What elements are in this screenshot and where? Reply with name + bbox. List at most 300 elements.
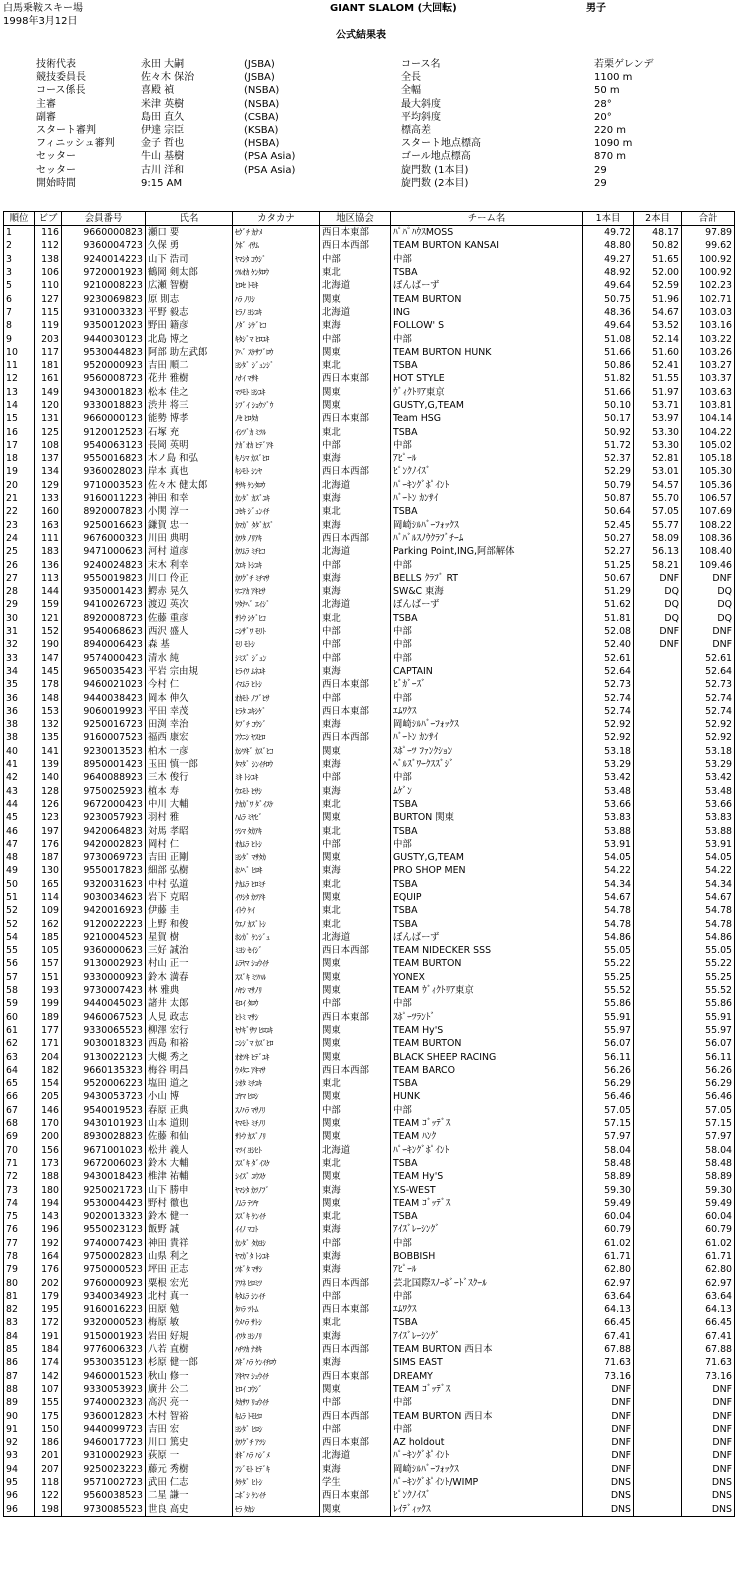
total-cell: 67.41 — [682, 1330, 735, 1343]
team-cell: 岡崎ｼﾙﾊﾞｰﾌｫｯｸｽ — [391, 718, 583, 731]
katakana-cell: ﾂﾎﾞﾀ ﾏｻｼ — [233, 1263, 320, 1276]
bib-cell: 181 — [35, 359, 62, 372]
total-cell: 108.40 — [682, 545, 735, 558]
total-cell: 61.02 — [682, 1237, 735, 1250]
bib-cell: 189 — [35, 1011, 62, 1024]
rank-cell: 67 — [4, 1104, 35, 1117]
member-number-cell: 9520006223 — [62, 1077, 146, 1090]
region-cell: 中部 — [320, 638, 391, 651]
member-number-cell: 9710003523 — [62, 479, 146, 492]
rank-cell: 81 — [4, 1290, 35, 1303]
run2-cell — [634, 1117, 682, 1130]
run2-cell — [634, 1064, 682, 1077]
name-cell: 柏木 一彦 — [146, 745, 233, 758]
table-row — [4, 878, 735, 891]
member-number-cell: 9540068623 — [62, 625, 146, 638]
official-name: 佐々木 保治 — [141, 72, 195, 84]
bib-cell: 107 — [35, 1383, 62, 1396]
total-cell: DNF — [682, 1423, 735, 1436]
katakana-cell: ｲﾜﾀ ﾖｼﾉﾘ — [233, 1330, 320, 1343]
bib-cell: 126 — [35, 798, 62, 811]
region-cell: 東北 — [320, 359, 391, 372]
run1-cell: 67.88 — [583, 1343, 634, 1356]
table-row — [4, 505, 735, 518]
official-role: コース係長 — [36, 85, 86, 97]
bib-cell: 176 — [35, 1263, 62, 1276]
total-cell: 62.97 — [682, 1276, 735, 1289]
rank-cell: 82 — [4, 1303, 35, 1316]
rank-cell: 52 — [4, 904, 35, 917]
member-number-cell: 9330053923 — [62, 1383, 146, 1396]
official-org: (PSA Asia) — [244, 151, 296, 163]
member-number-cell: 9360028023 — [62, 465, 146, 478]
region-cell: 中部 — [320, 997, 391, 1010]
table-row — [4, 279, 735, 292]
gender-category: 男子 — [586, 3, 606, 14]
rank-cell: 17 — [4, 439, 35, 452]
run1-cell: DNF — [583, 1409, 634, 1422]
table-row — [4, 771, 735, 784]
run1-cell: 53.66 — [583, 798, 634, 811]
bib-cell: 196 — [35, 1223, 62, 1236]
member-number-cell: 9230013523 — [62, 745, 146, 758]
official-role: セッター — [36, 151, 76, 163]
run1-cell: 54.34 — [583, 878, 634, 891]
team-cell: TSBA — [391, 904, 583, 917]
member-number-cell: 9671001023 — [62, 1143, 146, 1156]
run1-cell: 55.25 — [583, 971, 634, 984]
team-cell: ﾊﾟｰｷﾝｸﾞﾎﾟｲﾝﾄ — [391, 1143, 583, 1156]
total-cell: 55.86 — [682, 997, 735, 1010]
table-row — [4, 904, 735, 917]
official-name: 牛山 基樹 — [141, 151, 185, 163]
bib-cell: 155 — [35, 1396, 62, 1409]
region-cell: 関東 — [320, 292, 391, 305]
run2-cell: DQ — [634, 598, 682, 611]
rank-cell: 13 — [4, 386, 35, 399]
team-cell: 芸北国際ｽﾉｰﾎﾞｰﾄﾞｽｸｰﾙ — [391, 1276, 583, 1289]
name-cell: 川口 伶正 — [146, 572, 233, 585]
bib-cell: 115 — [35, 306, 62, 319]
rank-cell: 94 — [4, 1463, 35, 1476]
team-cell: 中部 — [391, 691, 583, 704]
region-cell: 関東 — [320, 971, 391, 984]
run2-cell: 55.77 — [634, 519, 682, 532]
run1-cell: 51.25 — [583, 558, 634, 571]
total-cell: 103.03 — [682, 306, 735, 319]
region-cell: 西日本西部 — [320, 239, 391, 252]
name-cell: 吉田 正剛 — [146, 851, 233, 864]
name-cell: 松本 佳之 — [146, 386, 233, 399]
region-cell: 東北 — [320, 425, 391, 438]
total-cell: 100.92 — [682, 266, 735, 279]
total-cell: 52.92 — [682, 731, 735, 744]
team-cell: TSBA — [391, 1077, 583, 1090]
member-number-cell: 9350001423 — [62, 585, 146, 598]
rank-cell: 10 — [4, 346, 35, 359]
run1-cell: 58.48 — [583, 1157, 634, 1170]
bib-cell: 112 — [35, 239, 62, 252]
katakana-cell: ﾏﾂﾓﾄ ﾖｼﾕｷ — [233, 386, 320, 399]
region-cell: 東北 — [320, 904, 391, 917]
total-cell: 53.66 — [682, 798, 735, 811]
name-cell: 平野 毅志 — [146, 306, 233, 319]
member-number-cell: 9130022123 — [62, 1050, 146, 1063]
run2-cell — [634, 1449, 682, 1462]
katakana-cell: ｳｴﾉ ｶｽﾞﾄｼ — [233, 917, 320, 930]
name-cell: 福西 康宏 — [146, 731, 233, 744]
rank-cell: 71 — [4, 1157, 35, 1170]
member-number-cell: 9550023123 — [62, 1223, 146, 1236]
katakana-cell: ﾉｾ ﾋﾛﾀｶ — [233, 412, 320, 425]
total-cell: 54.78 — [682, 904, 735, 917]
region-cell: 北海道 — [320, 931, 391, 944]
name-cell: 高沢 亮一 — [146, 1396, 233, 1409]
total-cell: 56.07 — [682, 1037, 735, 1050]
table-row — [4, 917, 735, 930]
run1-cell: DNF — [583, 1449, 634, 1462]
run2-cell: 53.71 — [634, 399, 682, 412]
rank-cell: 86 — [4, 1356, 35, 1369]
member-number-cell: 9730069723 — [62, 851, 146, 864]
name-cell: 平岩 宗由規 — [146, 665, 233, 678]
run2-cell — [634, 1489, 682, 1502]
bib-cell: 162 — [35, 917, 62, 930]
rank-cell: 30 — [4, 612, 35, 625]
name-cell: 木ノ島 和弘 — [146, 452, 233, 465]
name-cell: 岸本 真也 — [146, 465, 233, 478]
column-header: 氏名 — [146, 212, 233, 226]
member-number-cell: 9330000923 — [62, 971, 146, 984]
region-cell: 中部 — [320, 332, 391, 345]
team-cell: TEAM ｺﾞｯﾃﾞｽ — [391, 1117, 583, 1130]
member-number-cell: 9160016223 — [62, 1303, 146, 1316]
member-number-cell: 9440045023 — [62, 997, 146, 1010]
member-number-cell: 9471000623 — [62, 545, 146, 558]
region-cell: 東北 — [320, 612, 391, 625]
katakana-cell: ﾏﾂｲ ﾖｼﾋﾄ — [233, 1143, 320, 1156]
run1-cell: 50.75 — [583, 292, 634, 305]
member-number-cell: 9530044823 — [62, 346, 146, 359]
member-number-cell: 8950001423 — [62, 758, 146, 771]
rank-cell: 83 — [4, 1316, 35, 1329]
total-cell: DNF — [682, 638, 735, 651]
bib-cell: 121 — [35, 612, 62, 625]
katakana-cell: ﾜﾆｱｶ ｱｷﾋｻ — [233, 585, 320, 598]
member-number-cell: 9310002923 — [62, 1449, 146, 1462]
rank-cell: 36 — [4, 705, 35, 718]
team-cell: ｽﾎﾟｰﾂ ﾌｧﾝｸｼｮﾝ — [391, 745, 583, 758]
member-number-cell: 9420064823 — [62, 824, 146, 837]
team-cell: TSBA — [391, 1157, 583, 1170]
run2-cell: 53.01 — [634, 465, 682, 478]
table-row — [4, 1503, 735, 1517]
name-cell: 野田 籍彦 — [146, 319, 233, 332]
run2-cell — [634, 1503, 682, 1517]
name-cell: 山県 利之 — [146, 1250, 233, 1263]
rank-cell: 46 — [4, 824, 35, 837]
rank-cell: 14 — [4, 399, 35, 412]
run2-cell: 56.13 — [634, 545, 682, 558]
total-cell: DNS — [682, 1489, 735, 1502]
table-row — [4, 678, 735, 691]
team-cell: TEAM ﾊﾝｸ — [391, 1130, 583, 1143]
katakana-cell: ﾔﾅｷﾞｻﾜ ﾋﾛﾕｷ — [233, 1024, 320, 1037]
bib-cell: 146 — [35, 1104, 62, 1117]
team-cell: TSBA — [391, 612, 583, 625]
run1-cell: 53.48 — [583, 784, 634, 797]
bib-cell: 149 — [35, 386, 62, 399]
name-cell: 梅原 敏 — [146, 1316, 233, 1329]
region-cell: 関東 — [320, 1170, 391, 1183]
team-cell: 中部 — [391, 253, 583, 266]
table-row — [4, 1170, 735, 1183]
table-row — [4, 1077, 735, 1090]
total-cell: 55.05 — [682, 944, 735, 957]
katakana-cell: ﾊﾑﾗ ﾐﾔﾋﾞ — [233, 811, 320, 824]
team-cell: GUSTY,G,TEAM — [391, 399, 583, 412]
run2-cell — [634, 1011, 682, 1024]
region-cell: 西日本東部 — [320, 1370, 391, 1383]
run2-cell — [634, 1343, 682, 1356]
run2-cell: 48.17 — [634, 226, 682, 240]
member-number-cell: 9250021723 — [62, 1183, 146, 1196]
region-cell: 西日本東部 — [320, 705, 391, 718]
team-cell: TSBA — [391, 1210, 583, 1223]
rank-cell: 49 — [4, 864, 35, 877]
region-cell: 東海 — [320, 319, 391, 332]
katakana-cell: ｶﾝﾀﾞ ｶｽﾞﾕｷ — [233, 492, 320, 505]
team-cell: TEAM ｳﾞｨｸﾄﾘｱ東京 — [391, 984, 583, 997]
team-cell: ﾊﾟﾊﾟﾊｳｽMOSS — [391, 226, 583, 240]
table-row — [4, 253, 735, 266]
table-row — [4, 1050, 735, 1063]
katakana-cell: ﾓﾘ ﾓﾄｼ — [233, 638, 320, 651]
name-cell: 神田 和幸 — [146, 492, 233, 505]
official-role: 開始時間 — [36, 177, 76, 189]
table-row — [4, 425, 735, 438]
region-cell: 西日本東部 — [320, 1011, 391, 1024]
bib-cell: 148 — [35, 691, 62, 704]
bib-cell: 183 — [35, 545, 62, 558]
table-row — [4, 1383, 735, 1396]
member-number-cell: 9250023223 — [62, 1463, 146, 1476]
name-cell: 木村 智裕 — [146, 1409, 233, 1422]
member-number-cell: 9730085523 — [62, 1503, 146, 1517]
run2-cell — [634, 771, 682, 784]
katakana-cell: ｲﾜｼﾀ ｶﾂｱｷ — [233, 891, 320, 904]
name-cell: 原 則志 — [146, 292, 233, 305]
name-cell: 岡村 仁 — [146, 838, 233, 851]
run1-cell: 56.26 — [583, 1064, 634, 1077]
team-cell: TEAM ｺﾞｯﾃﾞｽ — [391, 1383, 583, 1396]
table-row — [4, 798, 735, 811]
member-number-cell: 9574000423 — [62, 652, 146, 665]
table-row — [4, 359, 735, 372]
bib-cell: 140 — [35, 771, 62, 784]
run1-cell: 53.91 — [583, 838, 634, 851]
run1-cell: 48.36 — [583, 306, 634, 319]
table-row — [4, 1423, 735, 1436]
run2-cell — [634, 1077, 682, 1090]
member-number-cell: 9030018323 — [62, 1037, 146, 1050]
region-cell: 中部 — [320, 1104, 391, 1117]
official-name: 島田 直久 — [141, 111, 185, 123]
team-cell: ぼんばーず — [391, 598, 583, 611]
total-cell: 53.48 — [682, 784, 735, 797]
bib-cell: 202 — [35, 1276, 62, 1289]
bib-cell: 144 — [35, 585, 62, 598]
bib-cell: 108 — [35, 439, 62, 452]
column-header: 2本目 — [634, 212, 682, 226]
bib-cell: 175 — [35, 1409, 62, 1422]
region-cell: 中部 — [320, 771, 391, 784]
run2-cell — [634, 811, 682, 824]
run2-cell — [634, 1423, 682, 1436]
column-header: 地区協会 — [320, 212, 391, 226]
run2-cell: DNF — [634, 625, 682, 638]
run2-cell — [634, 1223, 682, 1236]
member-number-cell: 9060019923 — [62, 705, 146, 718]
rank-cell: 5 — [4, 279, 35, 292]
run1-cell: 48.92 — [583, 266, 634, 279]
bib-cell: 172 — [35, 1316, 62, 1329]
rank-cell: 59 — [4, 997, 35, 1010]
katakana-cell: ｳｴﾓﾄ ﾋｻｼ — [233, 784, 320, 797]
katakana-cell: ｶﾜﾀ ﾉﾘｱｷ — [233, 532, 320, 545]
katakana-cell: ｾﾗ ﾀｶｼ — [233, 1503, 320, 1517]
region-cell: 関東 — [320, 1130, 391, 1143]
name-cell: 花井 雅樹 — [146, 372, 233, 385]
run2-cell — [634, 1050, 682, 1063]
katakana-cell: ﾆｼｻﾞﾜ ﾓﾘﾄ — [233, 625, 320, 638]
team-cell: ﾊﾞｰﾄﾝ ｶﾝｻｲ — [391, 492, 583, 505]
table-row — [4, 944, 735, 957]
katakana-cell: ｷﾑﾗ ﾄﾓﾋﾛ — [233, 1409, 320, 1422]
table-row — [4, 1476, 735, 1489]
team-cell: ﾚｲﾃﾞｨｯｸｽ — [391, 1503, 583, 1517]
run1-cell: 54.78 — [583, 904, 634, 917]
rank-cell: 36 — [4, 691, 35, 704]
katakana-cell: ﾔﾏｼﾀ ｶﾂﾉﾌﾞ — [233, 1183, 320, 1196]
total-cell: 52.64 — [682, 665, 735, 678]
name-cell: 野村 徹也 — [146, 1197, 233, 1210]
total-cell: 52.73 — [682, 678, 735, 691]
katakana-cell: ﾓﾛｲ ﾀﾛｳ — [233, 997, 320, 1010]
table-row — [4, 1237, 735, 1250]
run2-cell: 52.59 — [634, 279, 682, 292]
team-cell: HUNK — [391, 1090, 583, 1103]
region-cell: 東北 — [320, 824, 391, 837]
rank-cell: 74 — [4, 1197, 35, 1210]
table-row — [4, 971, 735, 984]
rank-cell: 62 — [4, 1037, 35, 1050]
region-cell: 西日本東部 — [320, 678, 391, 691]
table-row — [4, 811, 735, 824]
venue-title: 白馬乗鞍スキー場 — [3, 3, 83, 14]
total-cell: 63.64 — [682, 1290, 735, 1303]
run2-cell — [634, 878, 682, 891]
table-row — [4, 558, 735, 571]
katakana-cell: ｵｵﾂｷ ﾋﾃﾞﾕｷ — [233, 1050, 320, 1063]
run1-cell: DNS — [583, 1489, 634, 1502]
bib-cell: 191 — [35, 1330, 62, 1343]
total-cell: 54.22 — [682, 864, 735, 877]
bib-cell: 159 — [35, 598, 62, 611]
run2-cell: 58.09 — [634, 532, 682, 545]
run2-cell — [634, 1183, 682, 1196]
run2-cell — [634, 1409, 682, 1422]
rank-cell: 57 — [4, 971, 35, 984]
team-cell: 中部 — [391, 652, 583, 665]
member-number-cell: 9420002823 — [62, 838, 146, 851]
course-spec-label: 全幅 — [401, 85, 421, 97]
member-number-cell: 9460001523 — [62, 1370, 146, 1383]
table-row — [4, 997, 735, 1010]
region-cell: 関東 — [320, 1037, 391, 1050]
run1-cell: 52.92 — [583, 731, 634, 744]
bib-cell: 194 — [35, 1197, 62, 1210]
table-row — [4, 239, 735, 252]
member-number-cell: 9360004723 — [62, 239, 146, 252]
team-cell: TEAM BURTON — [391, 1037, 583, 1050]
name-cell: 武田 仁志 — [146, 1476, 233, 1489]
katakana-cell: ﾊﾁﾜｶ ﾅｵｷ — [233, 1343, 320, 1356]
team-cell: ｱｲｽﾞﾚｰｼﾝｸﾞ — [391, 1223, 583, 1236]
table-row — [4, 1104, 735, 1117]
table-row — [4, 838, 735, 851]
katakana-cell: ｷﾉｼﾏ ｶｽﾞﾋﾛ — [233, 452, 320, 465]
katakana-cell: ﾊﾅｲ ﾏｻｷ — [233, 372, 320, 385]
member-number-cell: 9340034923 — [62, 1290, 146, 1303]
table-row — [4, 1356, 735, 1369]
team-cell: GUSTY,G,TEAM — [391, 851, 583, 864]
run1-cell: 62.80 — [583, 1263, 634, 1276]
official-name: 古川 洋和 — [141, 164, 185, 176]
bib-cell: 152 — [35, 625, 62, 638]
name-cell: 鈴木 大輔 — [146, 1157, 233, 1170]
run2-cell — [634, 745, 682, 758]
official-role: セッター — [36, 164, 76, 176]
region-cell: 関東 — [320, 1117, 391, 1130]
rank-cell: 55 — [4, 944, 35, 957]
katakana-cell: ｶﾜｸﾞﾁ ﾐﾁﾏｻ — [233, 572, 320, 585]
name-cell: 三木 俊行 — [146, 771, 233, 784]
run1-cell: 53.18 — [583, 745, 634, 758]
table-row — [4, 625, 735, 638]
bib-cell: 197 — [35, 824, 62, 837]
run2-cell — [634, 957, 682, 970]
official-role: スタート審判 — [36, 124, 96, 136]
course-spec-label: 平均斜度 — [401, 111, 441, 123]
member-number-cell: 9160011223 — [62, 492, 146, 505]
total-cell: 55.25 — [682, 971, 735, 984]
total-cell: 62.80 — [682, 1263, 735, 1276]
rank-cell: 50 — [4, 878, 35, 891]
total-cell: 52.92 — [682, 718, 735, 731]
rank-cell: 72 — [4, 1170, 35, 1183]
run1-cell: 53.83 — [583, 811, 634, 824]
run1-cell: 51.82 — [583, 372, 634, 385]
total-cell: 61.71 — [682, 1250, 735, 1263]
name-cell: 粟根 宏光 — [146, 1276, 233, 1289]
table-row — [4, 957, 735, 970]
bib-cell: 186 — [35, 1436, 62, 1449]
rank-cell: 16 — [4, 425, 35, 438]
rank-cell: 31 — [4, 625, 35, 638]
rank-cell: 47 — [4, 838, 35, 851]
rank-cell: 40 — [4, 745, 35, 758]
